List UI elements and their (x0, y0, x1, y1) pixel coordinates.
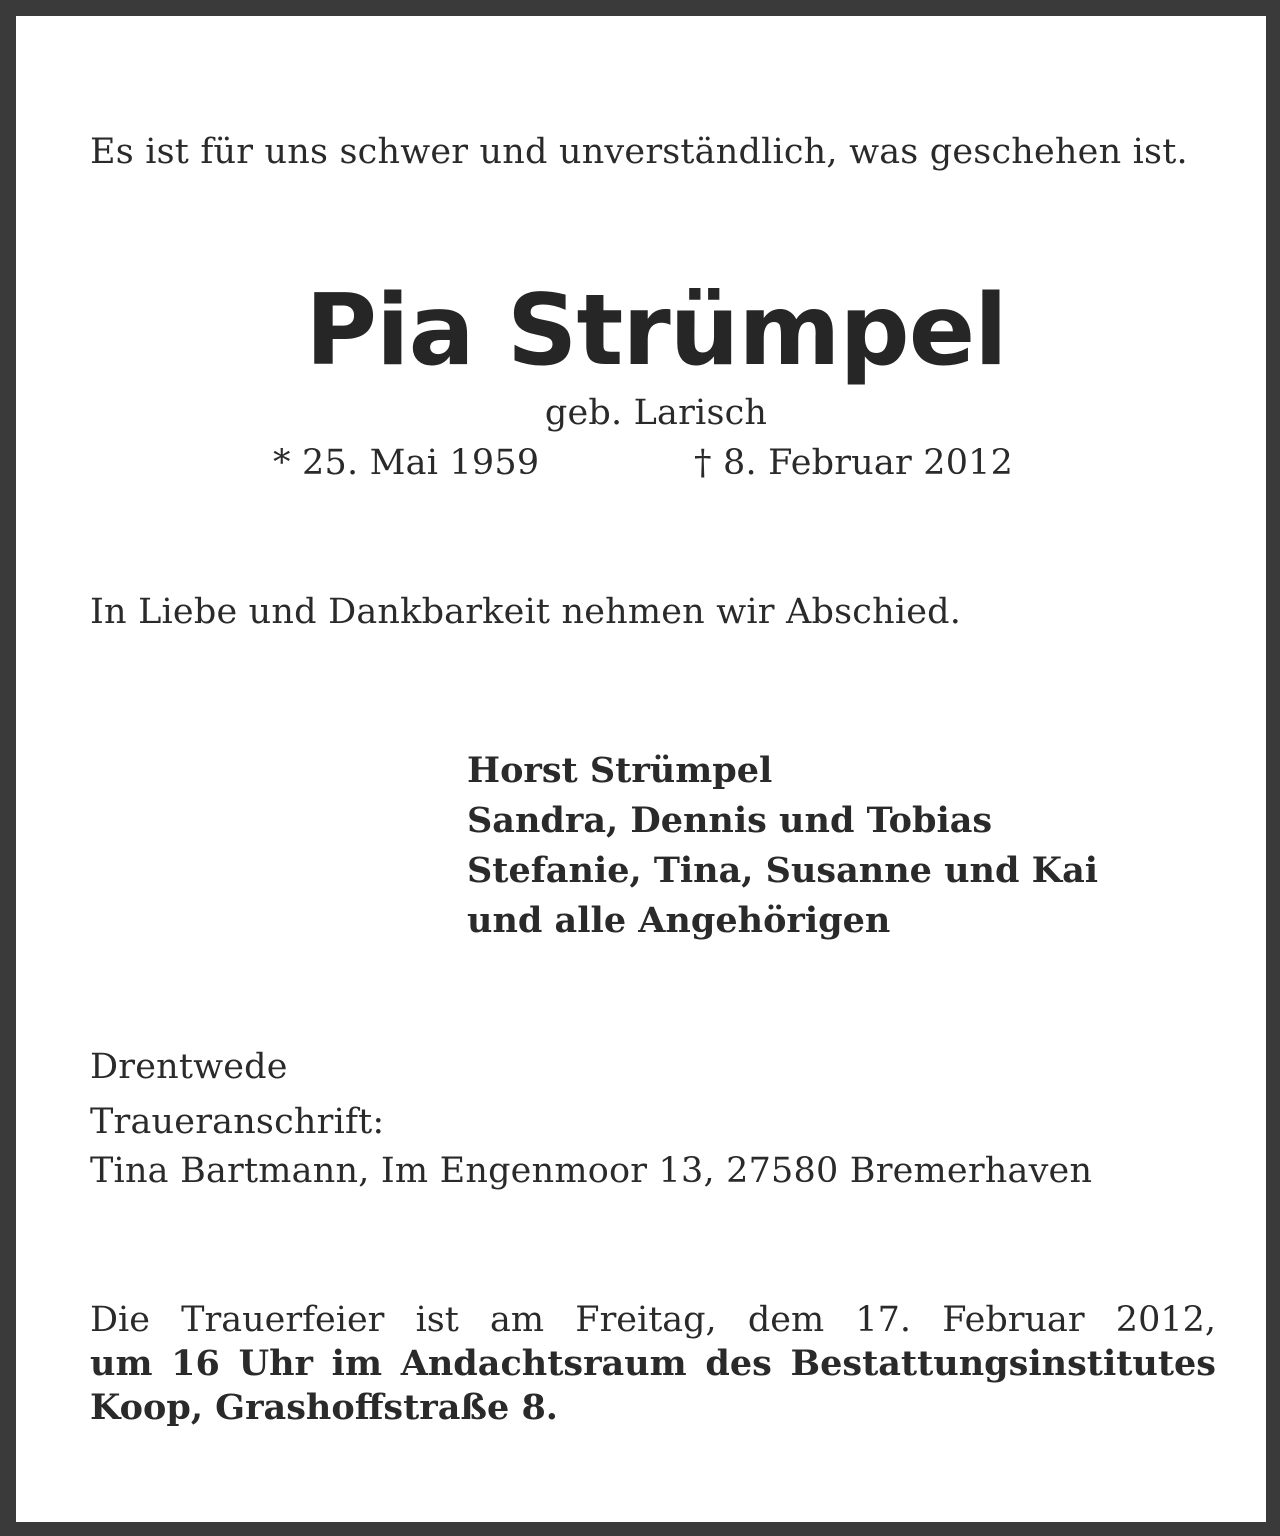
farewell-text: In Liebe und Dankbarkeit nehmen wir Abschied. (90, 592, 962, 632)
address-line: Tina Bartmann, Im Engenmoor 13, 27580 Bremerhaven (90, 1151, 1093, 1191)
mourner-line: und alle Angehörigen (467, 900, 891, 941)
service-line-3: Koop, Grashoffstraße 8. (90, 1387, 558, 1428)
mourner-line: Stefanie, Tina, Susanne und Kai (467, 850, 1099, 891)
mourners-list (467, 746, 1098, 946)
place-name: Drentwede (90, 1047, 288, 1087)
mourner-line: Sandra, Dennis und Tobias (467, 800, 993, 841)
service-line-1: Die Trauerfeier ist am Freitag, dem 17. Februar 2012, (90, 1300, 1216, 1340)
funeral-service-info (90, 1298, 1216, 1430)
intro-text: Es ist für uns schwer und unverständlich, was geschehen ist. (90, 132, 1188, 172)
mourner-line: Horst Strümpel (467, 750, 773, 791)
maiden-name: geb. Larisch (544, 393, 768, 433)
deceased-name: Pia Strümpel (305, 274, 1007, 388)
birth-date: * 25. Mai 1959 (273, 443, 540, 483)
address-label: Traueranschrift: (90, 1102, 385, 1142)
death-date: † 8. Februar 2012 (694, 443, 1014, 483)
service-line-2: um 16 Uhr im Andachtsraum des Bestattungsinstitutes (90, 1343, 1216, 1384)
